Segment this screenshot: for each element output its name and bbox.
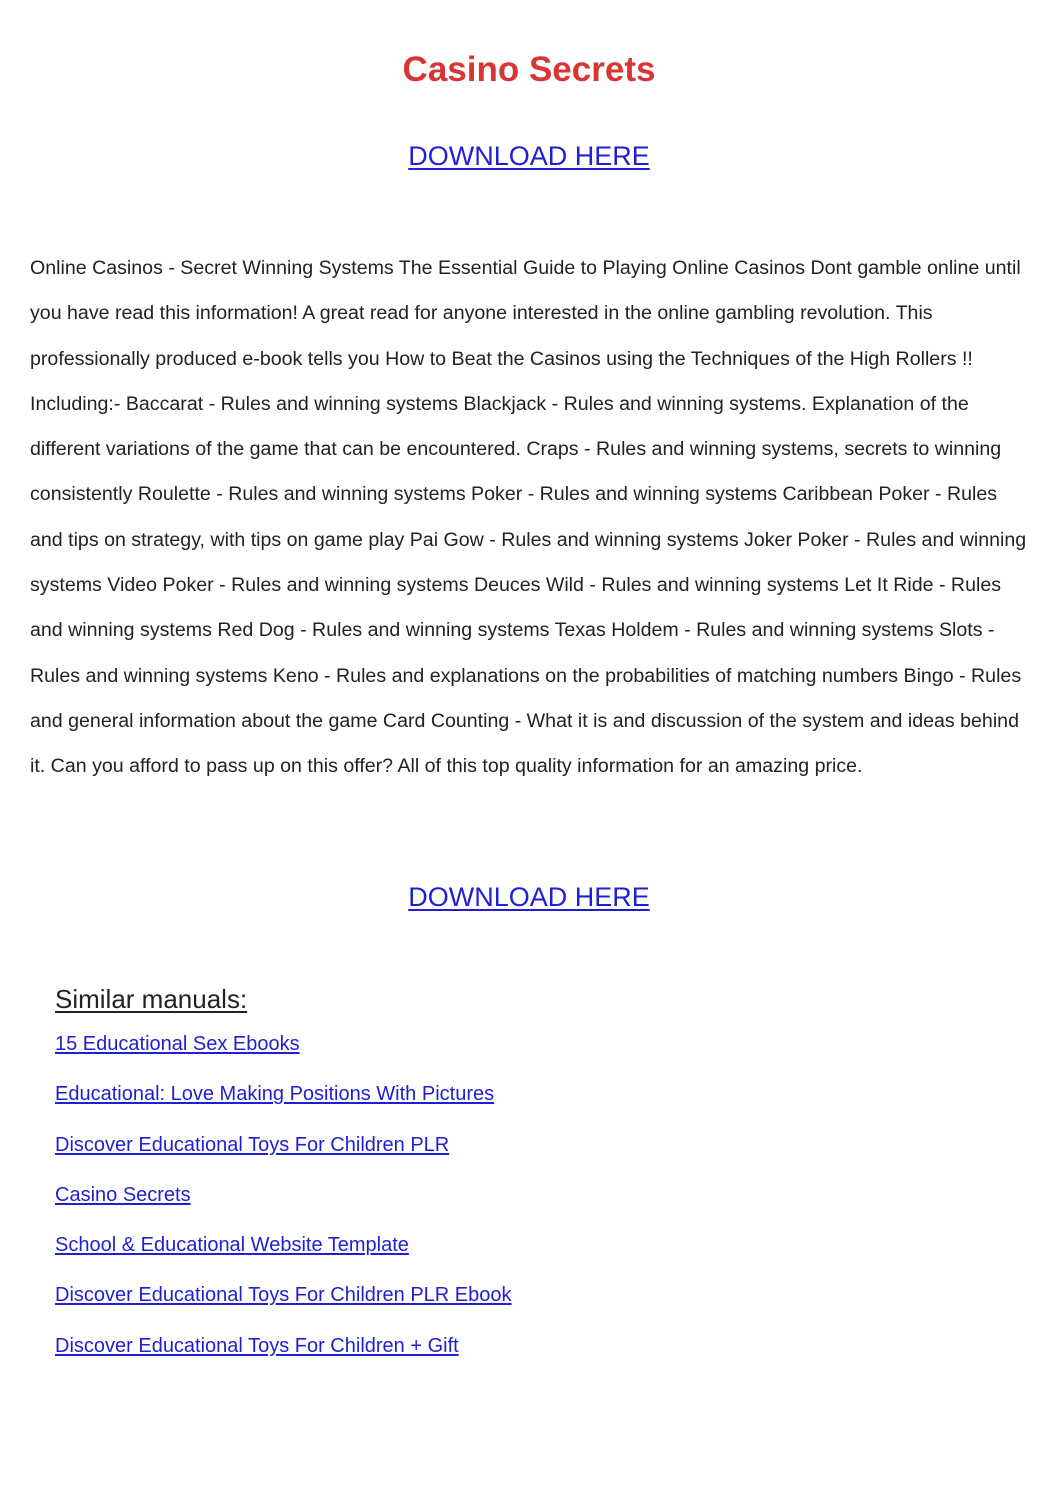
similar-manuals-heading: Similar manuals: [55,984,248,1014]
similar-manual-link[interactable]: Discover Educational Toys For Children PLR Ebook [55,1284,512,1307]
similar-manual-link[interactable]: Casino Secrets [55,1183,191,1206]
list-item [55,1030,955,1080]
download-link-top-container [0,139,1058,173]
similar-manual-link[interactable]: Discover Educational Toys For Children PLR [55,1133,450,1156]
similar-manual-link[interactable]: School & Educational Website Template [55,1234,409,1257]
similar-manual-link[interactable]: 15 Educational Sex Ebooks [55,1033,300,1055]
list-item [55,1181,955,1231]
download-link-bottom[interactable]: DOWNLOAD HERE [408,882,650,912]
similar-manual-link[interactable]: Discover Educational Toys For Children + Gift [55,1334,459,1357]
description-paragraph: Online Casinos - Secret Winning Systems The Essential Guide to Playing Online Casinos Dont gamble online until you have read this information! A great read for anyone interested in the online gambling revolution. This professionally produced e-book tells you How to Beat the Casinos using the Techniques of the High Rollers !! Including:- Baccarat - Rules and winning systems Blackjack - Rules and winning systems. Explanation of the different variations of the game that can be encountered. Craps - Rules and winning systems, secrets to winning consistently Roulette - Rules and winning systems Poker - Rules and winning systems Caribbean Poker - Rules and tips on strategy, with tips on game play Pai Gow - Rules and winning systems Joker Poker - Rules and winning systems Video Poker - Rules and winning systems Deuces Wild - Rules and winning systems Let It Ride - Rules and winning systems Red Dog - Rules and winning systems Texas Holdem - Rules and winning systems Slots - Rules and winning systems Keno - Rules and explanations on the probabilities of matching numbers Bingo - Rules and general information about the game Card Counting - What it is and discussion of the system and ideas behind it. Can you afford to pass up on this offer? All of this top quality information for an amazing price. [30,257,1027,778]
list-item [55,1281,955,1331]
list-item [55,1131,955,1181]
document-title: Casino Secrets [402,50,656,89]
list-item [55,1080,955,1130]
download-link-bottom-container [0,880,1058,914]
download-link-top[interactable]: DOWNLOAD HERE [408,141,650,171]
list-item [55,1332,955,1382]
similar-manuals-section [55,982,955,1382]
similar-manual-link[interactable]: Educational: Love Making Positions With Pictures [55,1083,495,1106]
list-item [55,1231,955,1281]
similar-manuals-list [55,1030,955,1382]
